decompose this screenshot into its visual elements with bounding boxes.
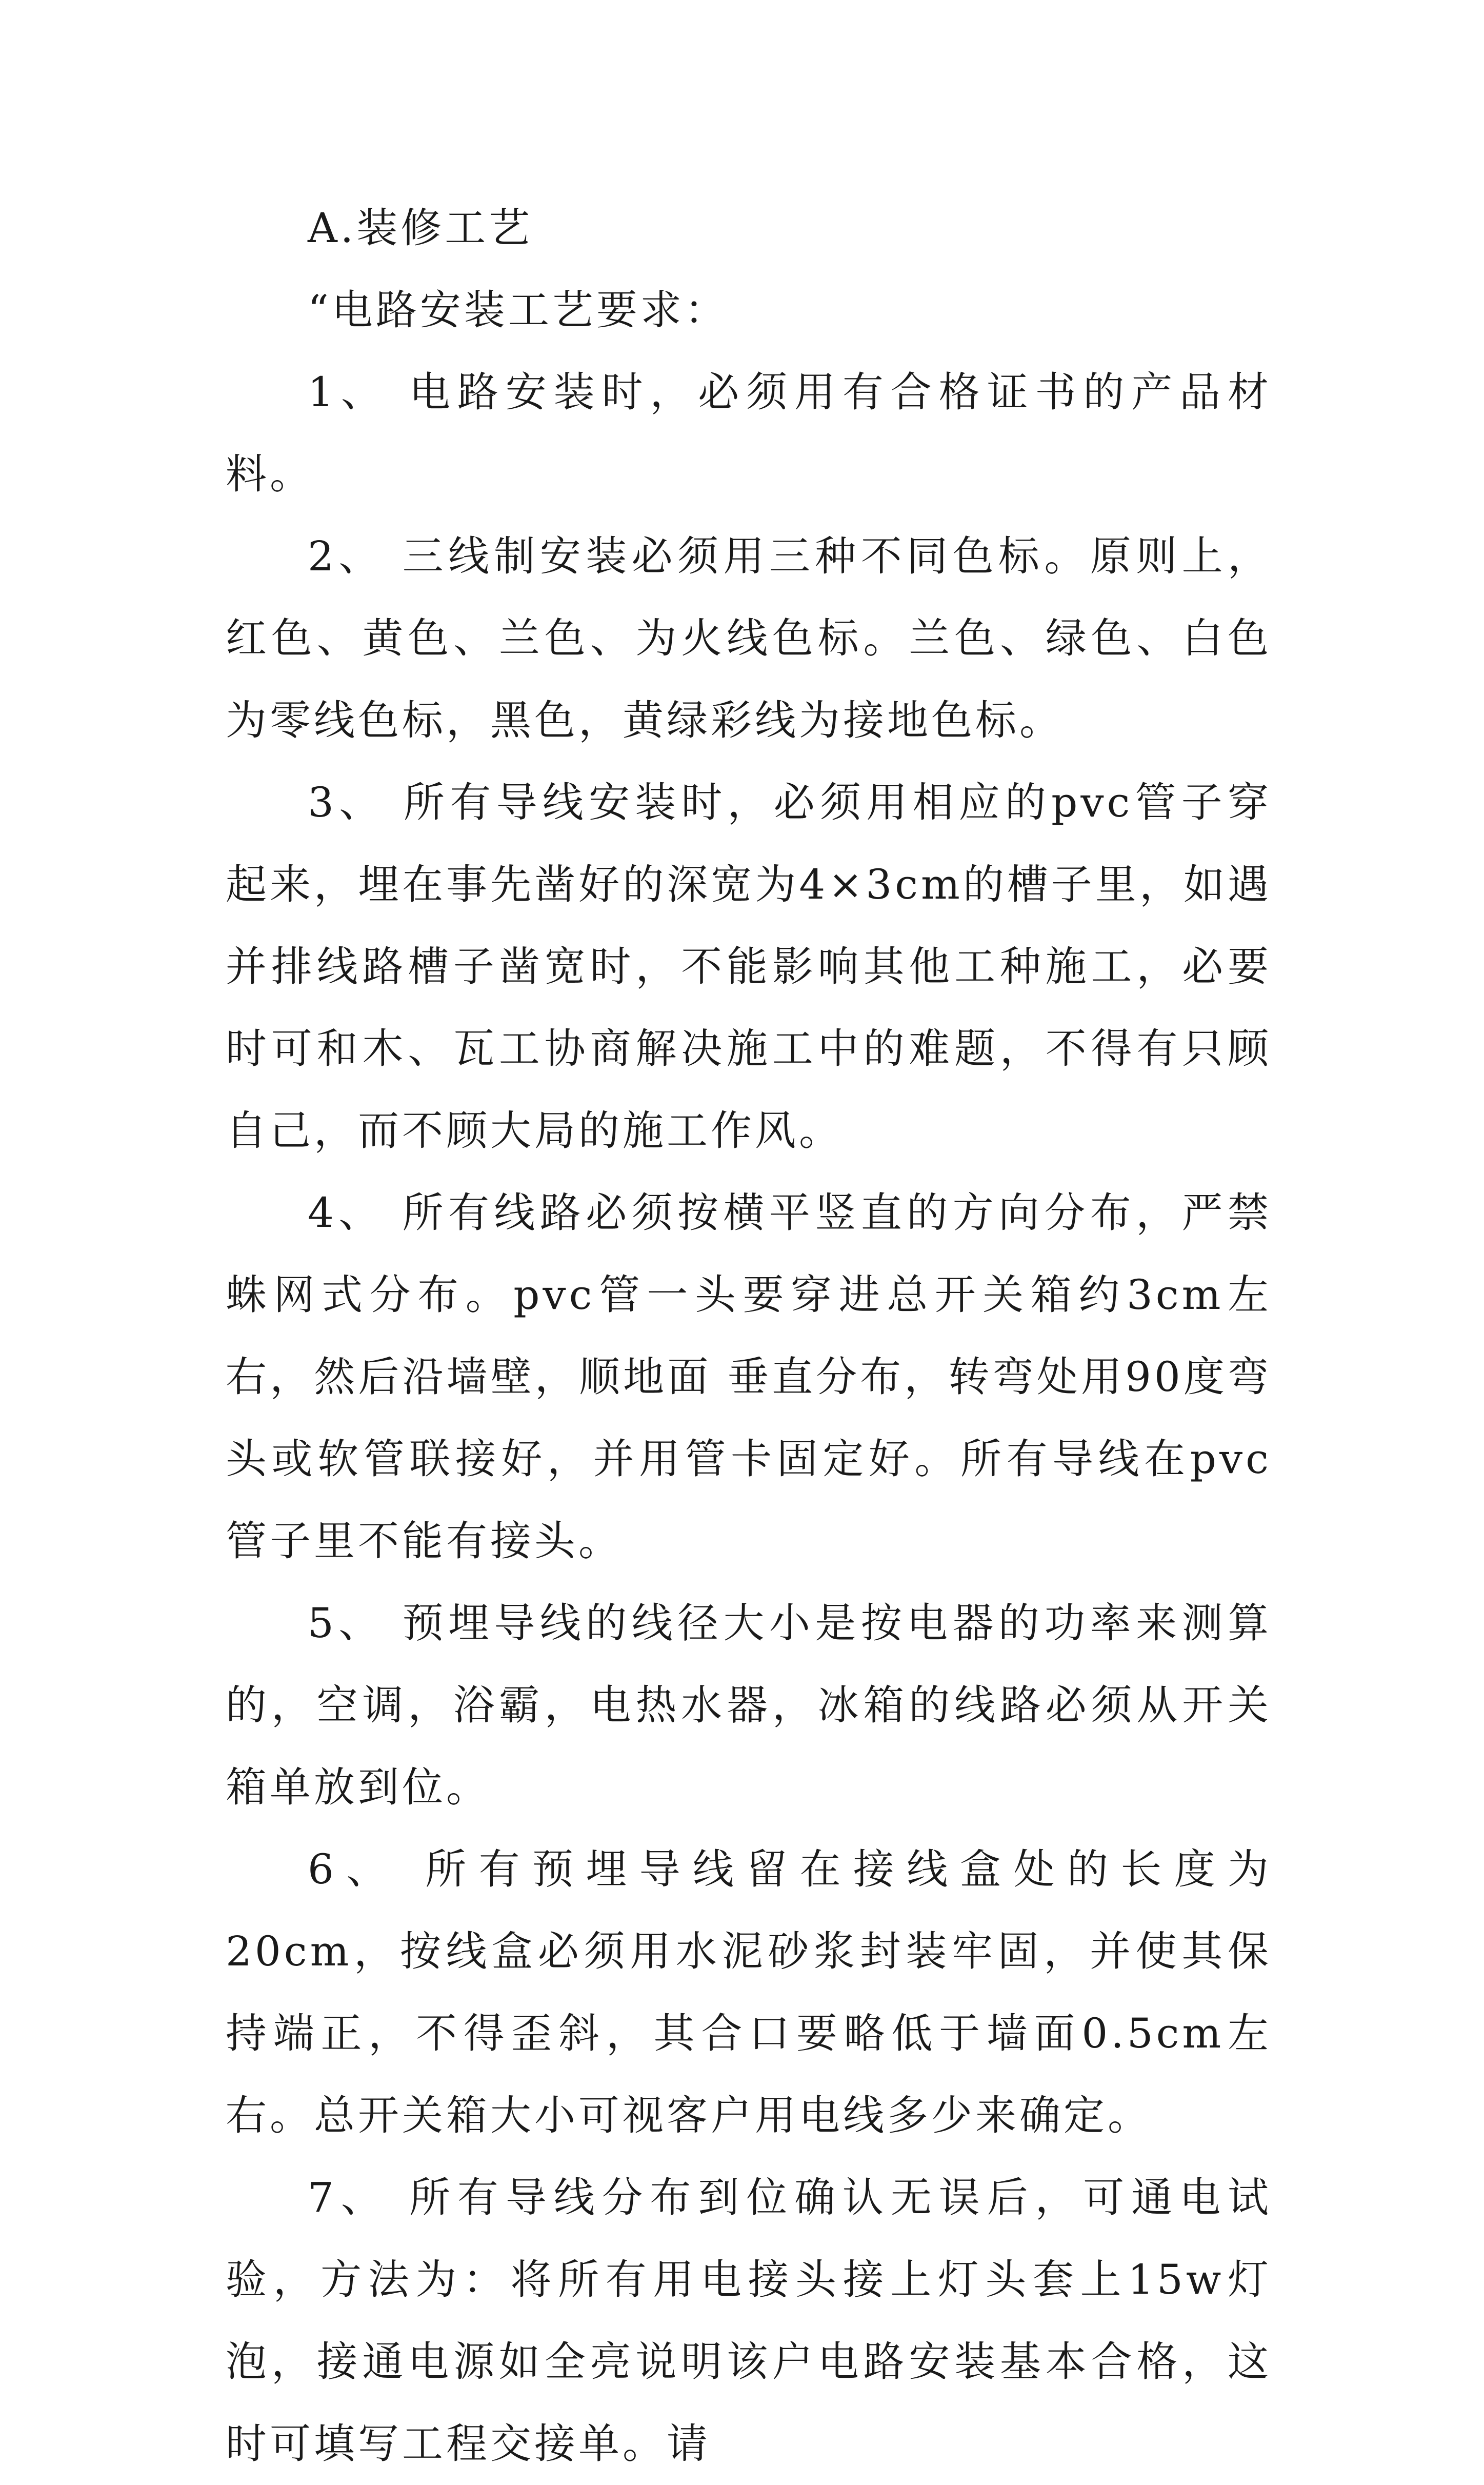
section-heading: A.装修工艺 <box>308 204 533 252</box>
requirement-item-2: 2、 三线制安装必须用三种不同色标。原则上，红色、黄色、兰色、为火线色标。兰色、绿色、白色为零线色标，黑色，黄绿彩线为接地色标。 <box>226 532 1272 744</box>
document-body <box>226 187 1272 2485</box>
requirement-item-6: 6、 所有预埋导线留在接线盒处的长度为20cm，按线盒必须用水泥砂浆封装牢固，并使其保持端正，不得歪斜，其合口要略低于墙面0.5cm左右。总开关箱大小可视客户用电线多少来确定。 <box>226 1845 1272 2139</box>
subheading-electrical-requirements: “电路安装工艺要求： <box>308 286 729 334</box>
requirement-item-7: 7、 所有导线分布到位确认无误后，可通电试验，方法为：将所有用电接头接上灯头套上15w灯泡，接通电源如全亮说明该户电路安装基本合格，这时可填写工程交接单。请 <box>226 2174 1272 2468</box>
requirement-item-3: 3、 所有导线安装时，必须用相应的pvc管子穿起来，埋在事先凿好的深宽为4×3cm的槽子里，如遇并排线路槽子凿宽时，不能影响其他工种施工，必要时可和木、瓦工协商解决施工中的难题，不得有只顾自己，而不顾大局的施工作风。 <box>226 779 1272 1155</box>
requirement-item-4: 4、 所有线路必须按横平竖直的方向分布，严禁蛛网式分布。pvc管一头要穿进总开关箱约3cm左右，然后沿墙壁，顺地面 垂直分布，转弯处用90度弯头或软管联接好，并用管卡固定好。所有导线在pvc管子里不能有接头。 <box>226 1189 1272 1565</box>
requirement-item-1: 1、 电路安装时，必须用有合格证书的产品材料。 <box>226 368 1272 498</box>
requirement-item-5: 5、 预埋导线的线径大小是按电器的功率来测算的，空调，浴霸，电热水器，冰箱的线路必须从开关箱单放到位。 <box>226 1599 1272 1811</box>
